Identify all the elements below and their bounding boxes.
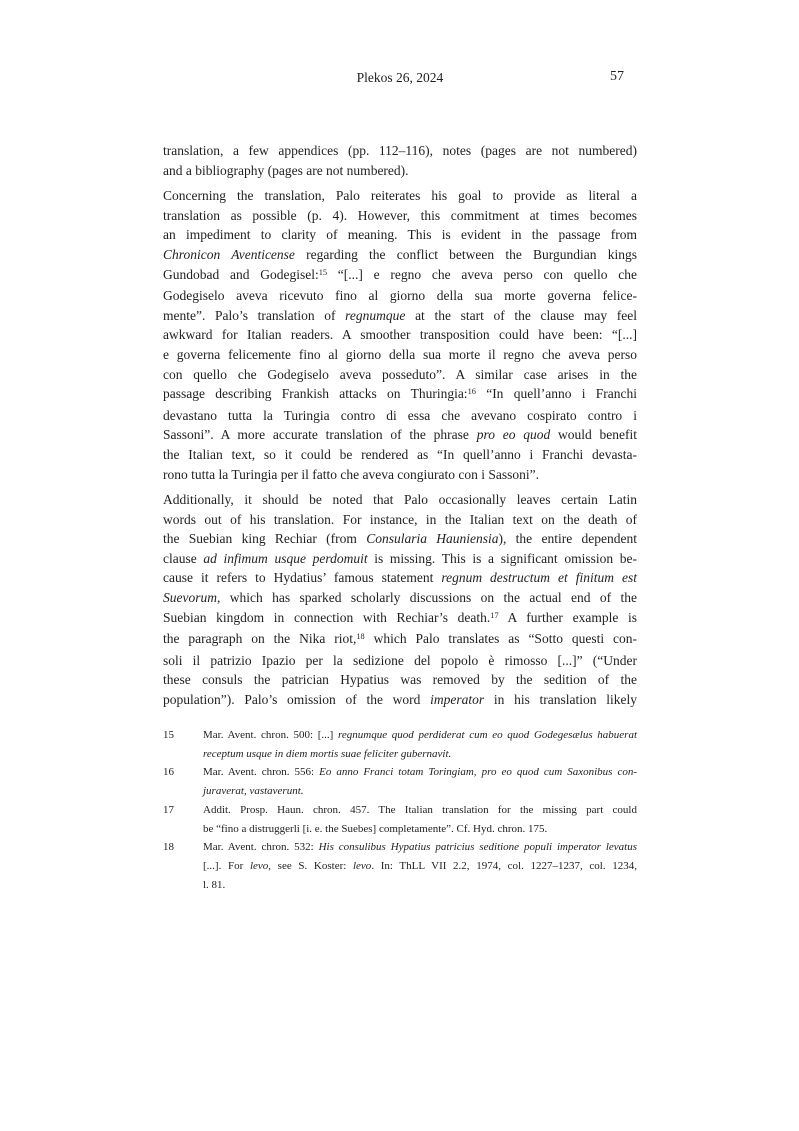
footnote-number: 17 (163, 803, 174, 816)
text-line: l. 81. (203, 878, 226, 891)
running-header (163, 70, 637, 86)
text-line: words out of his translation. For instance, in the Italian text on the death of (163, 511, 637, 527)
text-line: Sassoni”. A more accurate translation of the phrase pro eo quod would benefit (163, 427, 637, 443)
text-line: the paragraph on the Nika riot,$^{18}$ which Palo translates as “Sotto questi con- (163, 631, 637, 647)
text-line: mente”. Palo’s translation of regnumque at the start of the clause may feel (163, 307, 637, 323)
paragraph-3 (163, 490, 637, 710)
footnote-text (203, 726, 637, 763)
text-line: the Italian text, so it could be rendered as “In quell’anno i Franchi devasta- (163, 446, 637, 462)
text-line: devastano tutta la Turingia contro di essa che avevano cospirato contro i (163, 407, 637, 423)
text-line: an impediment to clarity of meaning. This is evident in the passage from (163, 227, 637, 243)
text-line: and a bibliography (pages are not numbered). (163, 162, 409, 178)
text-line: [...]. For levo, see S. Koster: levo. In: ThLL VII 2.2, 1974, col. 1227–1237, col. 1234, (203, 859, 638, 872)
footnote-16 (163, 763, 637, 800)
text-line: translation as possible (p. 4). However, this commitment at times becomes (163, 207, 637, 223)
footnote-text (203, 801, 637, 838)
text-line: Gundobad and Godegisel:$^{15}$ “[...] e regno che aveva perso con quello che (163, 266, 637, 282)
text-line: translation, a few appendices (pp. 112–116), notes (pages are not numbered) (163, 143, 637, 158)
text-line: the Suebian king Rechiar (from Consularia Hauniensia), the entire dependent (163, 531, 637, 547)
text-line: Suevorum, which has sparked scholarly discussions on the actual end of the (163, 590, 637, 606)
text-line: soli il patrizio Ipazio per la sedizione del popolo è rimosso [...]” (“Under (163, 652, 637, 668)
footnote-number: 16 (163, 766, 174, 779)
paragraph-1 (163, 141, 637, 180)
text-line: con quello che Godegiselo aveva posseduto”. A similar case arises in the (163, 366, 637, 382)
footnote-18 (163, 838, 637, 894)
text-line: Mar. Avent. chron. 556: Eo anno Franci totam Toringiam, pro eo quod cum Saxonibus con- (203, 766, 637, 779)
footnote-text (203, 763, 637, 800)
footnote-number: 15 (163, 729, 174, 741)
footnote-number: 18 (163, 841, 174, 854)
text-line: Concerning the translation, Palo reiterates his goal to provide as literal a (163, 188, 637, 204)
text-line: rono tutta la Turingia per il fatto che aveva congiurato con i Sassoni”. (163, 466, 540, 482)
footnote-text (203, 838, 637, 894)
text-line: Mar. Avent. chron. 532: His consulibus Hypatius patricius seditione populi imperator levatus (203, 841, 638, 854)
text-line: cause it refers to Hydatius’ famous statement regnum destructum et finitum est (163, 570, 637, 586)
text-line: e governa felicemente fino al giorno della sua morte il regno che aveva perso (163, 346, 637, 362)
text-line: passage describing Frankish attacks on Thuringia:$^{16}$ “In quell’anno i Franchi (163, 386, 637, 402)
text-line: Additionally, it should be noted that Palo occasionally leaves certain Latin (163, 492, 637, 508)
text-line: Suebian kingdom in connection with Rechiar’s death.$^{17}$ A further example is (163, 609, 637, 625)
text-line: these consuls the patrician Hypatius was removed by the sedition of the (163, 672, 637, 688)
text-line: Chronicon Aventicense regarding the conflict between the Burgundian kings (163, 246, 637, 262)
footnote-17 (163, 801, 637, 838)
text-line: clause ad infimum usque perdomuit is missing. This is a significant omission be- (163, 550, 637, 566)
footnotes (163, 726, 637, 894)
text-line: population”). Palo’s omission of the word imperator in his translation likely (163, 692, 637, 708)
paragraph-2 (163, 186, 637, 484)
footnote-15 (163, 726, 637, 763)
page-number: 57 (610, 69, 624, 84)
text-line: Godegiselo aveva ricevuto fino al giorno della sua morte governa felice- (163, 288, 637, 304)
text-line: juraverat, vastaverunt. (203, 785, 304, 798)
text-line: receptum usque in diem mortis suae feliciter gubernavit. (203, 747, 452, 760)
text-line: awkward for Italian readers. A smoother transposition could have been: “[...] (163, 327, 637, 343)
text-line: Mar. Avent. chron. 500: [...] regnumque quod perdiderat cum eo quod Godegesælus habuerat (203, 729, 638, 741)
journal-title: Plekos 26, 2024 (356, 70, 444, 85)
text-line: Addit. Prosp. Haun. chron. 457. The Italian translation for the missing part could (203, 803, 637, 816)
body-text (163, 141, 637, 716)
text-line: be “fino a distruggerli [i. e. the Suebes] completamente”. Cf. Hyd. chron. 175. (203, 822, 548, 835)
